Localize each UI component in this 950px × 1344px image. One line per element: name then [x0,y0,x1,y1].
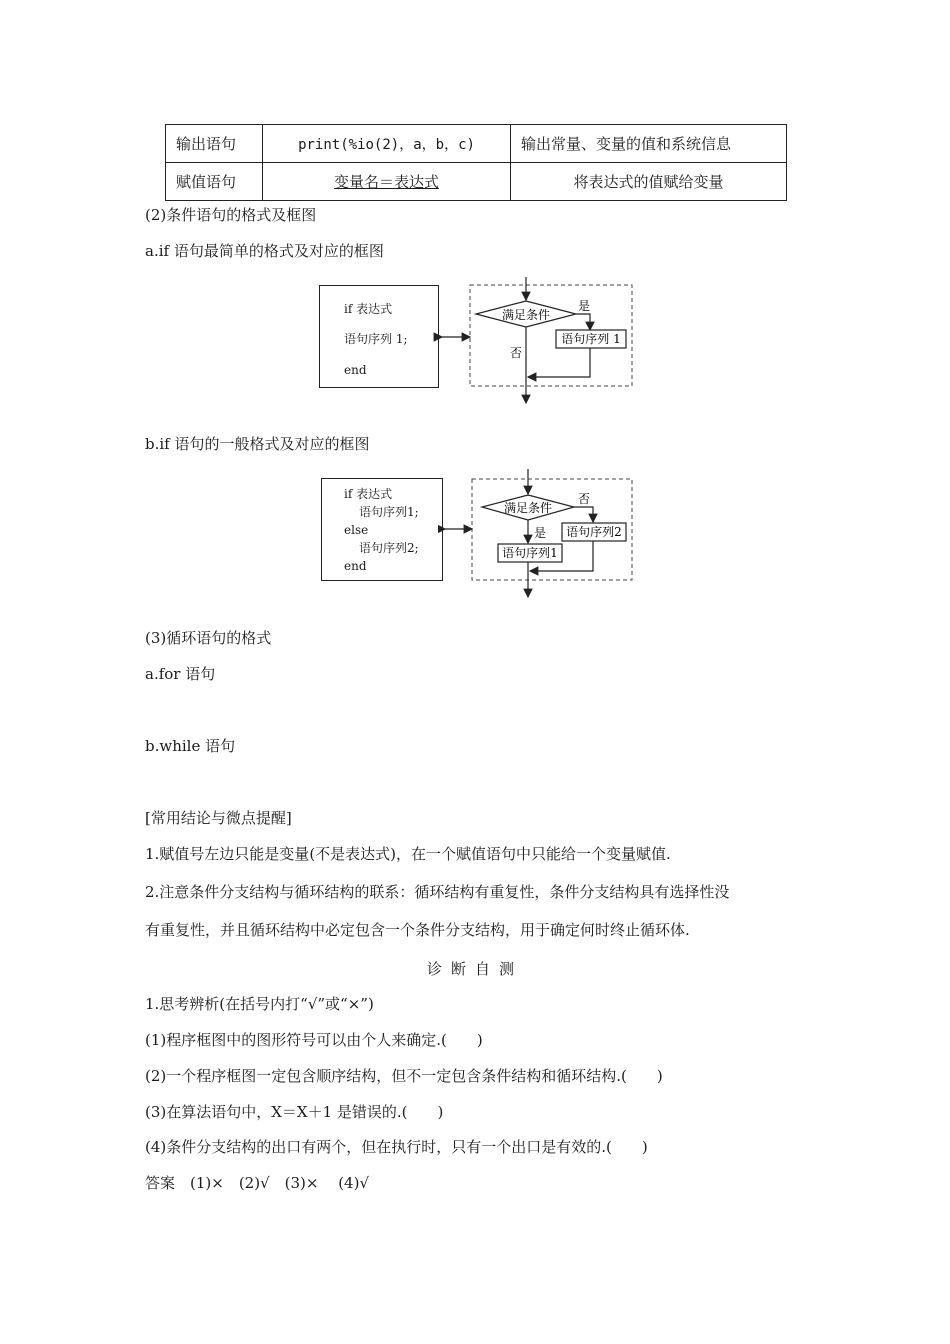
note-item: 2.注意条件分支结构与循环结构的联系：循环结构有重复性，条件分支结构具有选择性没 [145,883,730,901]
flowchart-simple-if [430,275,650,410]
code-line: end [344,363,367,377]
section-heading: (2)条件语句的格式及框图 [145,206,317,224]
note-item: 有重复性，并且循环结构中必定包含一个条件分支结构，用于确定何时终止循环体. [145,921,690,939]
code-box-simple-if [319,285,439,388]
section-heading: (3)循环语句的格式 [145,629,272,647]
for-label: a.for 语句 [145,665,216,683]
question-heading: 1.思考辨析(在括号内打“√”或“×”) [145,995,374,1013]
table-cell: 将表达式的值赋给变量 [511,163,787,201]
yes-arrow [576,314,590,330]
question-item: (2)一个程序框图一定包含顺序结构，但不一定包含条件结构和循环结构.( ) [145,1067,663,1085]
table-cell: 变量名＝表达式 [263,163,511,201]
subsection-title: b.if 语句的一般格式及对应的框图 [145,435,370,453]
code-line: if 表达式 [344,487,393,501]
section-title: 诊断自测 [426,960,523,978]
table-cell: 赋值语句 [166,163,263,201]
condition-label: 满足条件 [503,501,553,515]
code-line: 语句序列2; [359,541,419,555]
yes-label: 是 [534,526,547,540]
condition-label: 满足条件 [501,308,551,322]
statement2-label: 语句序列2 [566,525,622,539]
while-label: b.while 语句 [145,737,236,755]
statement-table [165,124,787,201]
table-cell: 输出常量、变量的值和系统信息 [511,125,787,163]
code-line: end [344,559,367,573]
code-line: 语句序列 1; [344,332,408,346]
return-arrow [528,348,590,377]
no-arrow [574,507,593,522]
statement-label: 语句序列 1 [561,332,621,346]
subsection-title: a.if 语句最简单的格式及对应的框图 [145,242,384,260]
no-label: 否 [578,492,591,506]
code-box-if-else [321,478,443,581]
no-label: 否 [510,346,523,360]
code-line: else [344,523,369,537]
table-cell: 输出语句 [166,125,263,163]
note-item: 1.赋值号左边只能是变量(不是表达式)，在一个赋值语句中只能给一个变量赋值. [145,845,671,863]
code-line: 语句序列1; [359,505,419,519]
question-item: (1)程序框图中的图形符号可以由个人来确定.( ) [145,1031,483,1049]
table-row [166,163,787,201]
question-item: (3)在算法语句中，X＝X＋1 是错误的.( ) [145,1103,444,1121]
flowchart-if-else [438,465,648,605]
answer-line: 答案 (1)× (2)√ (3)× (4)√ [145,1174,370,1192]
table-cell: print(%io(2)，a，b，c) [263,125,511,163]
question-item: (4)条件分支结构的出口有两个，但在执行时，只有一个出口是有效的.( ) [145,1138,648,1156]
code-line: if 表达式 [344,302,393,316]
statement1-label: 语句序列1 [502,546,558,560]
table-row [166,125,787,163]
yes-label: 是 [578,299,591,313]
notes-heading: [常用结论与微点提醒] [145,809,292,827]
